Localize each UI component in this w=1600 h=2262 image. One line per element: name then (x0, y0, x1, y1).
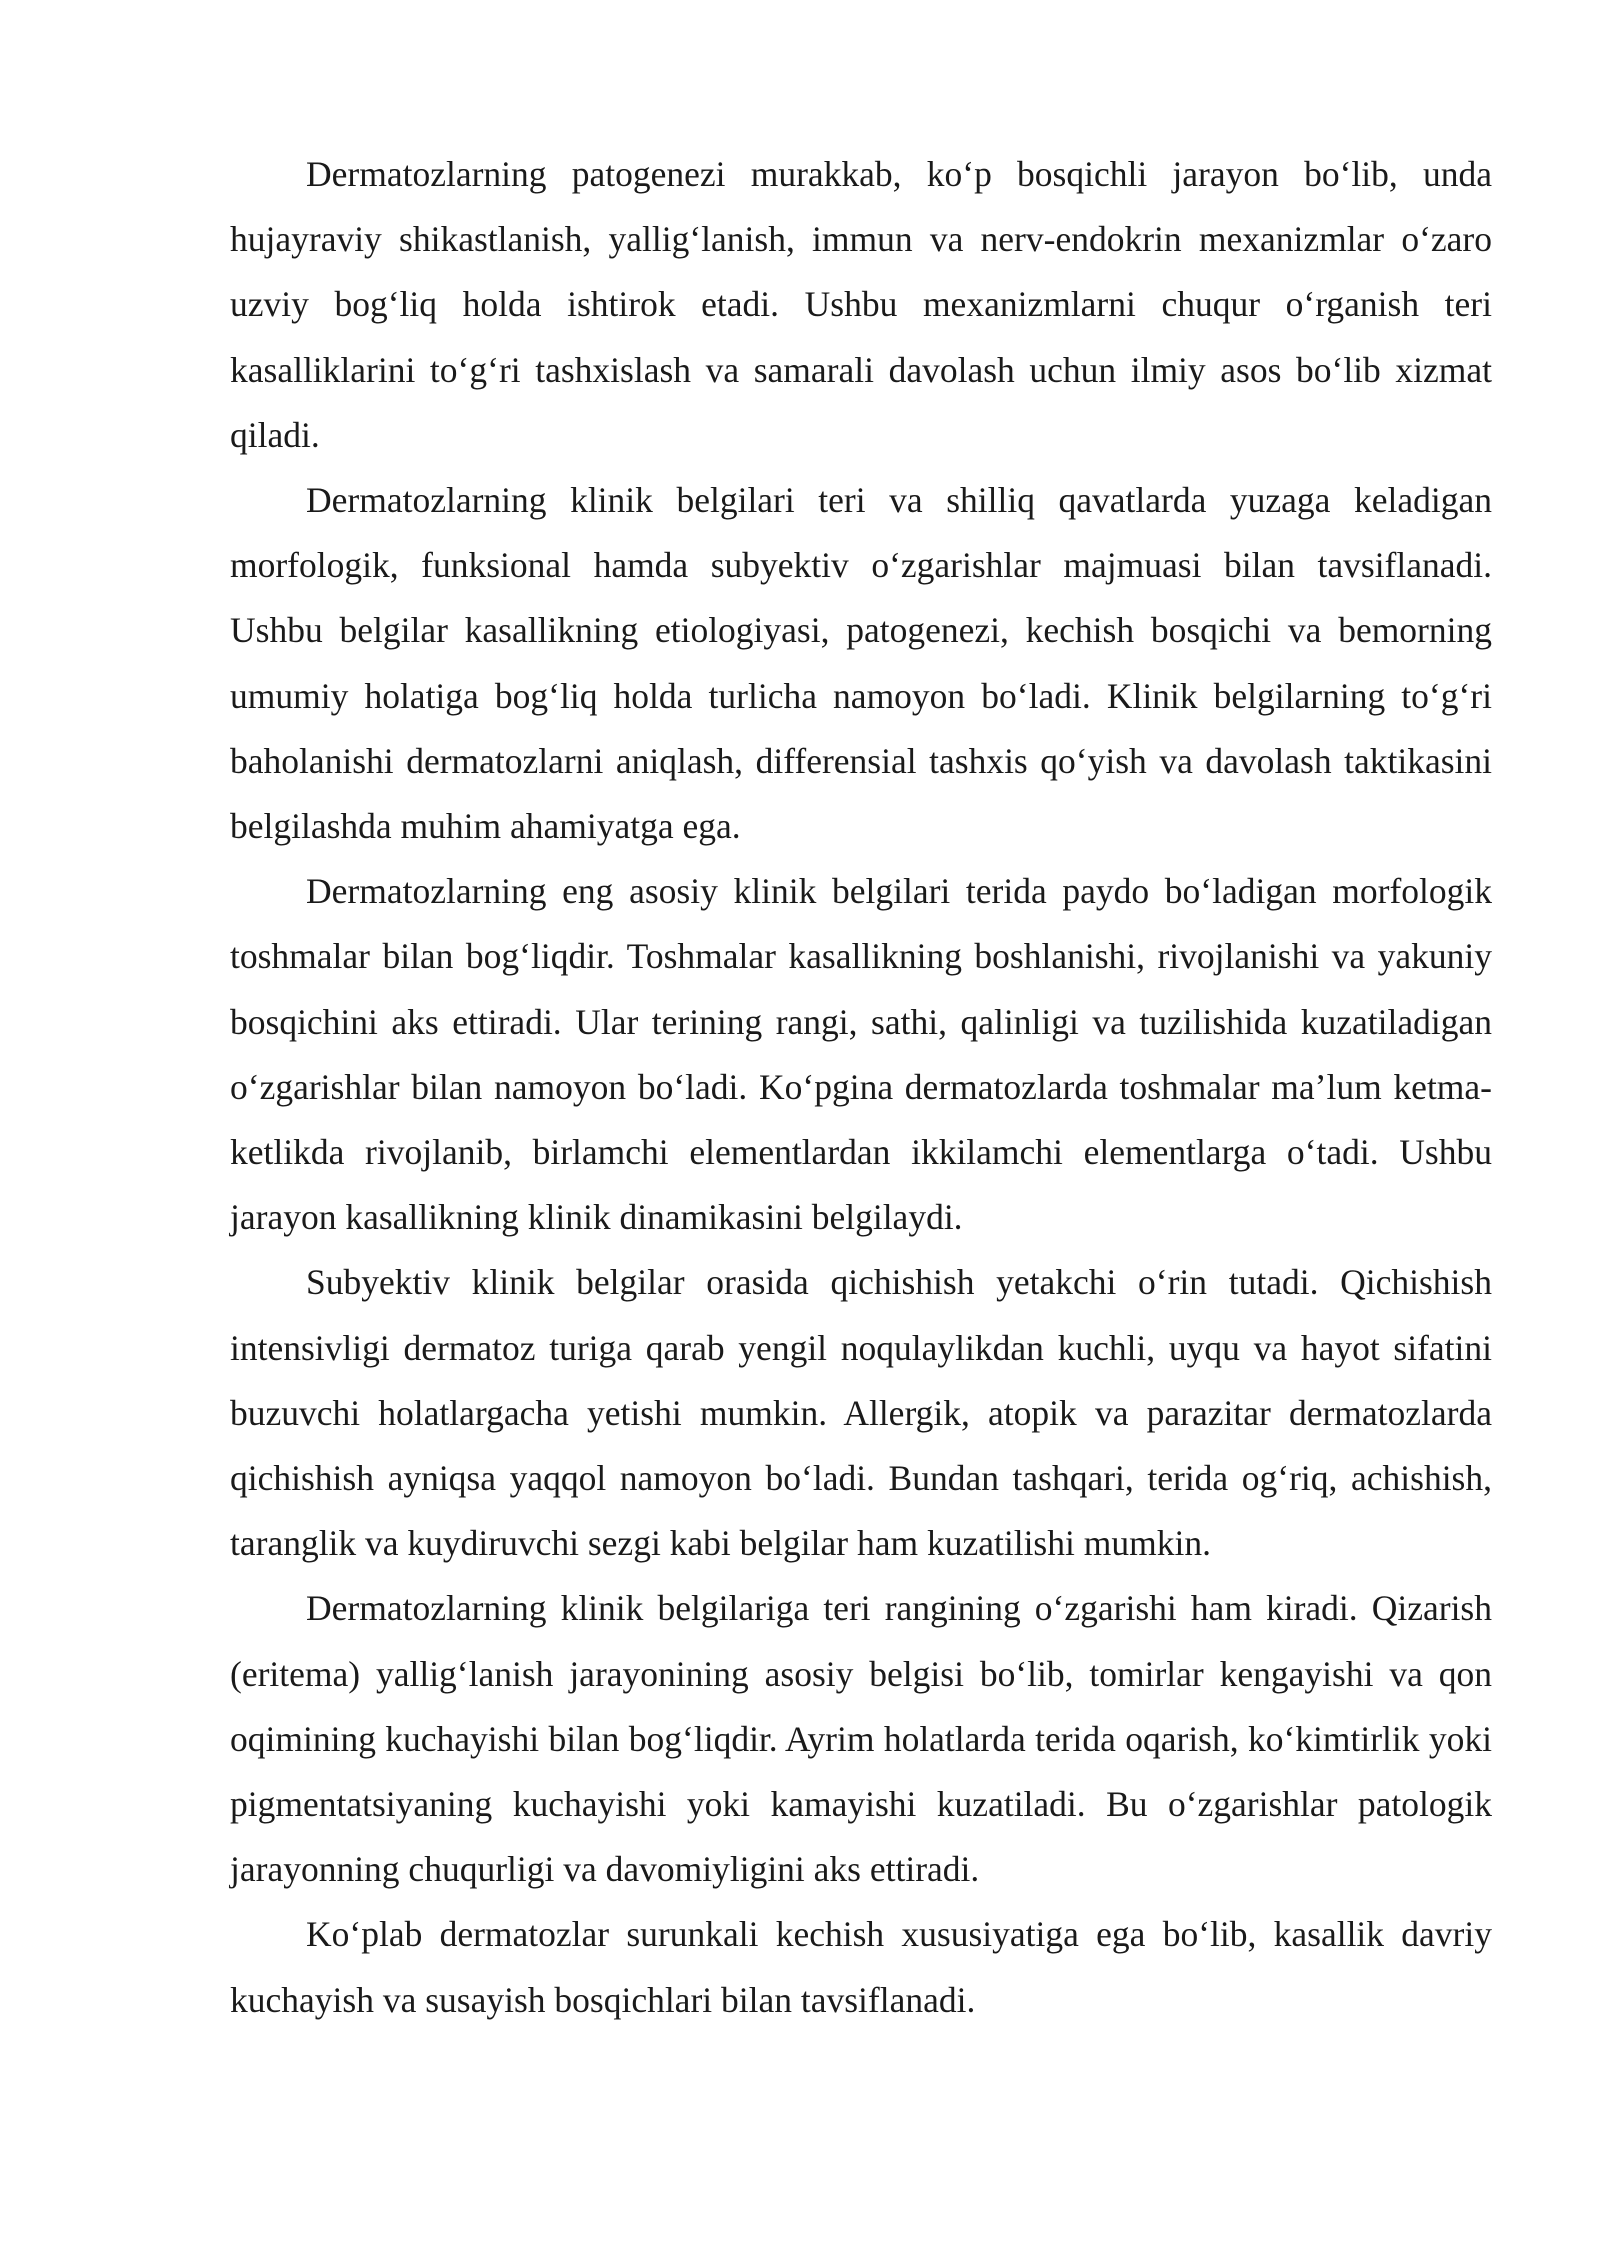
paragraph-morphological-rashes: Dermatozlarning eng asosiy klinik belgilari terida paydo boʻladigan morfologik toshmalar bilan bogʻliqdir. Toshmalar kasallikning boshlanishi, rivojlanishi va yakuniy bosqichini aks ettiradi. Ular terining rangi, sathi, qalinligi va tuzilishida kuzatiladigan oʻzgarishlar bilan namoyon boʻladi. Koʻpgina dermatozlarda toshmalar maʼlum ketma-ketlikda rivojlanib, birlamchi elementlardan ikkilamchi elementlarga oʻtadi. Ushbu jarayon kasallikning klinik dinamikasini belgilaydi. (230, 871, 1492, 1238)
paragraph-pathogenesis: Dermatozlarning patogenezi murakkab, koʻp bosqichli jarayon boʻlib, unda hujayraviy shikastlanish, yalligʻlanish, immun va nerv-endokrin mexanizmlar oʻzaro uzviy bogʻliq holda ishtirok etadi. Ushbu mexanizmlarni chuqur oʻrganish teri kasalliklarini toʻgʻri tashxislash va samarali davolash uchun ilmiy asos boʻlib xizmat qiladi. (230, 154, 1492, 455)
paragraph-chronic-course: Koʻplab dermatozlar surunkali kechish xususiyatiga ega boʻlib, kasallik davriy kuchayish va susayish bosqichlari bilan tavsiflanadi. (230, 1914, 1492, 2020)
paragraph-subjective-signs: Subyektiv klinik belgilar orasida qichishish yetakchi oʻrin tutadi. Qichishish intensivligi dermatoz turiga qarab yengil noqulaylikdan kuchli, uyqu va hayot sifatini buzuvchi holatlargacha yetishi mumkin. Allergik, atopik va parazitar dermatozlarda qichishish ayniqsa yaqqol namoyon boʻladi. Bundan tashqari, terida ogʻriq, achishish, taranglik va kuydiruvchi sezgi kabi belgilar ham kuzatilishi mumkin. (230, 1262, 1492, 1564)
paragraph-skin-color-changes: Dermatozlarning klinik belgilariga teri rangining oʻzgarishi ham kiradi. Qizarish (eritema) yalligʻlanish jarayonining asosiy belgisi boʻlib, tomirlar kengayishi va qon oqimining kuchayishi bilan bogʻliqdir. Ayrim holatlarda terida oqarish, koʻkimtirlik yoki pigmentatsiyaning kuchayishi yoki kamayishi kuzatiladi. Bu oʻzgarishlar patologik jarayonning chuqurligi va davomiyligini aks ettiradi. (230, 1588, 1492, 1890)
paragraph-clinical-signs: Dermatozlarning klinik belgilari teri va shilliq qavatlarda yuzaga keladigan morfologik, funksional hamda subyektiv oʻzgarishlar majmuasi bilan tavsiflanadi. Ushbu belgilar kasallikning etiologiyasi, patogenezi, kechish bosqichi va bemorning umumiy holatiga bogʻliq holda turlicha namoyon boʻladi. Klinik belgilarning toʻgʻri baholanishi dermatozlarni aniqlash, differensial tashxis qoʻyish va davolash taktikasini belgilashda muhim ahamiyatga ega. (230, 480, 1492, 847)
document-body (230, 142, 1492, 2033)
